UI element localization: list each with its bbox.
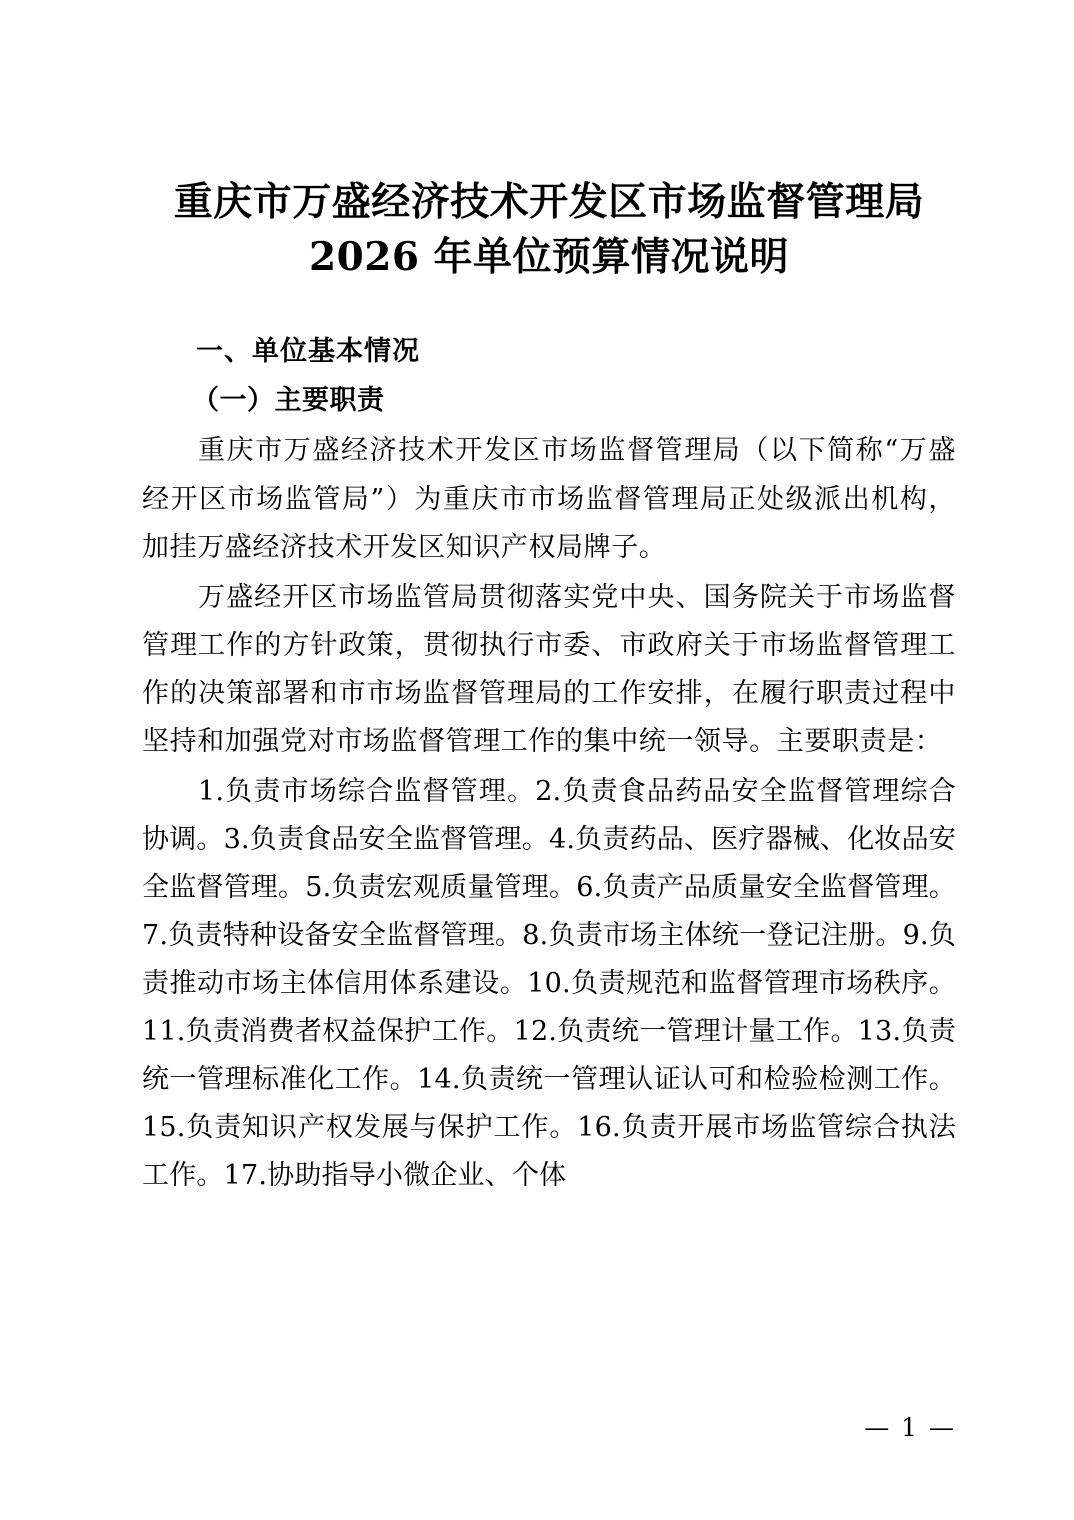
section-heading-basic-info: 一、单位基本情况 bbox=[196, 335, 420, 367]
paragraph-org-overview: 重庆市万盛经济技术开发区市场监督管理局（以下简称“万盛经开区市场监管局”）为重庆市市场监督管理局正处级派出机构，加挂万盛经济技术开发区知识产权局牌子。 bbox=[142, 435, 956, 563]
title-line-1: 重庆市万盛经济技术开发区市场监督管理局 bbox=[173, 179, 925, 225]
title-line-2: 2026 年单位预算情况说明 bbox=[308, 234, 790, 281]
paragraph-duty-list: 1.负责市场综合监督管理。2.负责食品药品安全监督管理综合协调。3.负责食品安全监督管理。4.负责药品、医疗器械、化妆品安全监督管理。5.负责宏观质量管理。6.负责产品质量安全监督管理。7.负责特种设备安全监督管理。8.负责市场主体统一登记注册。9.负责推动市场主体信用体系建设。10.负责规范和监督管理市场秩序。11.负责消费者权益保护工作。12.负责统一管理计量工作。13.负责统一管理标准化工作。14.负责统一管理认证认可和检验检测工作。15.负责知识产权发展与保护工作。16.负责开展市场监管综合执法工作。17.协助指导小微企业、个体 bbox=[142, 775, 956, 1192]
page-title bbox=[142, 175, 956, 286]
subsection-heading-main-duties: （一）主要职责 bbox=[192, 384, 385, 416]
paragraph-policy-implementation: 万盛经开区市场监管局贯彻落实党中央、国务院关于市场监督管理工作的方针政策，贯彻执行市委、市政府关于市场监督管理工作的决策部署和市市场监督管理局的工作安排，在履行职责过程中坚持和加强党对市场监督管理工作的集中统一领导。主要职责是： bbox=[142, 581, 956, 757]
page-number: — 1 — bbox=[864, 1413, 956, 1442]
